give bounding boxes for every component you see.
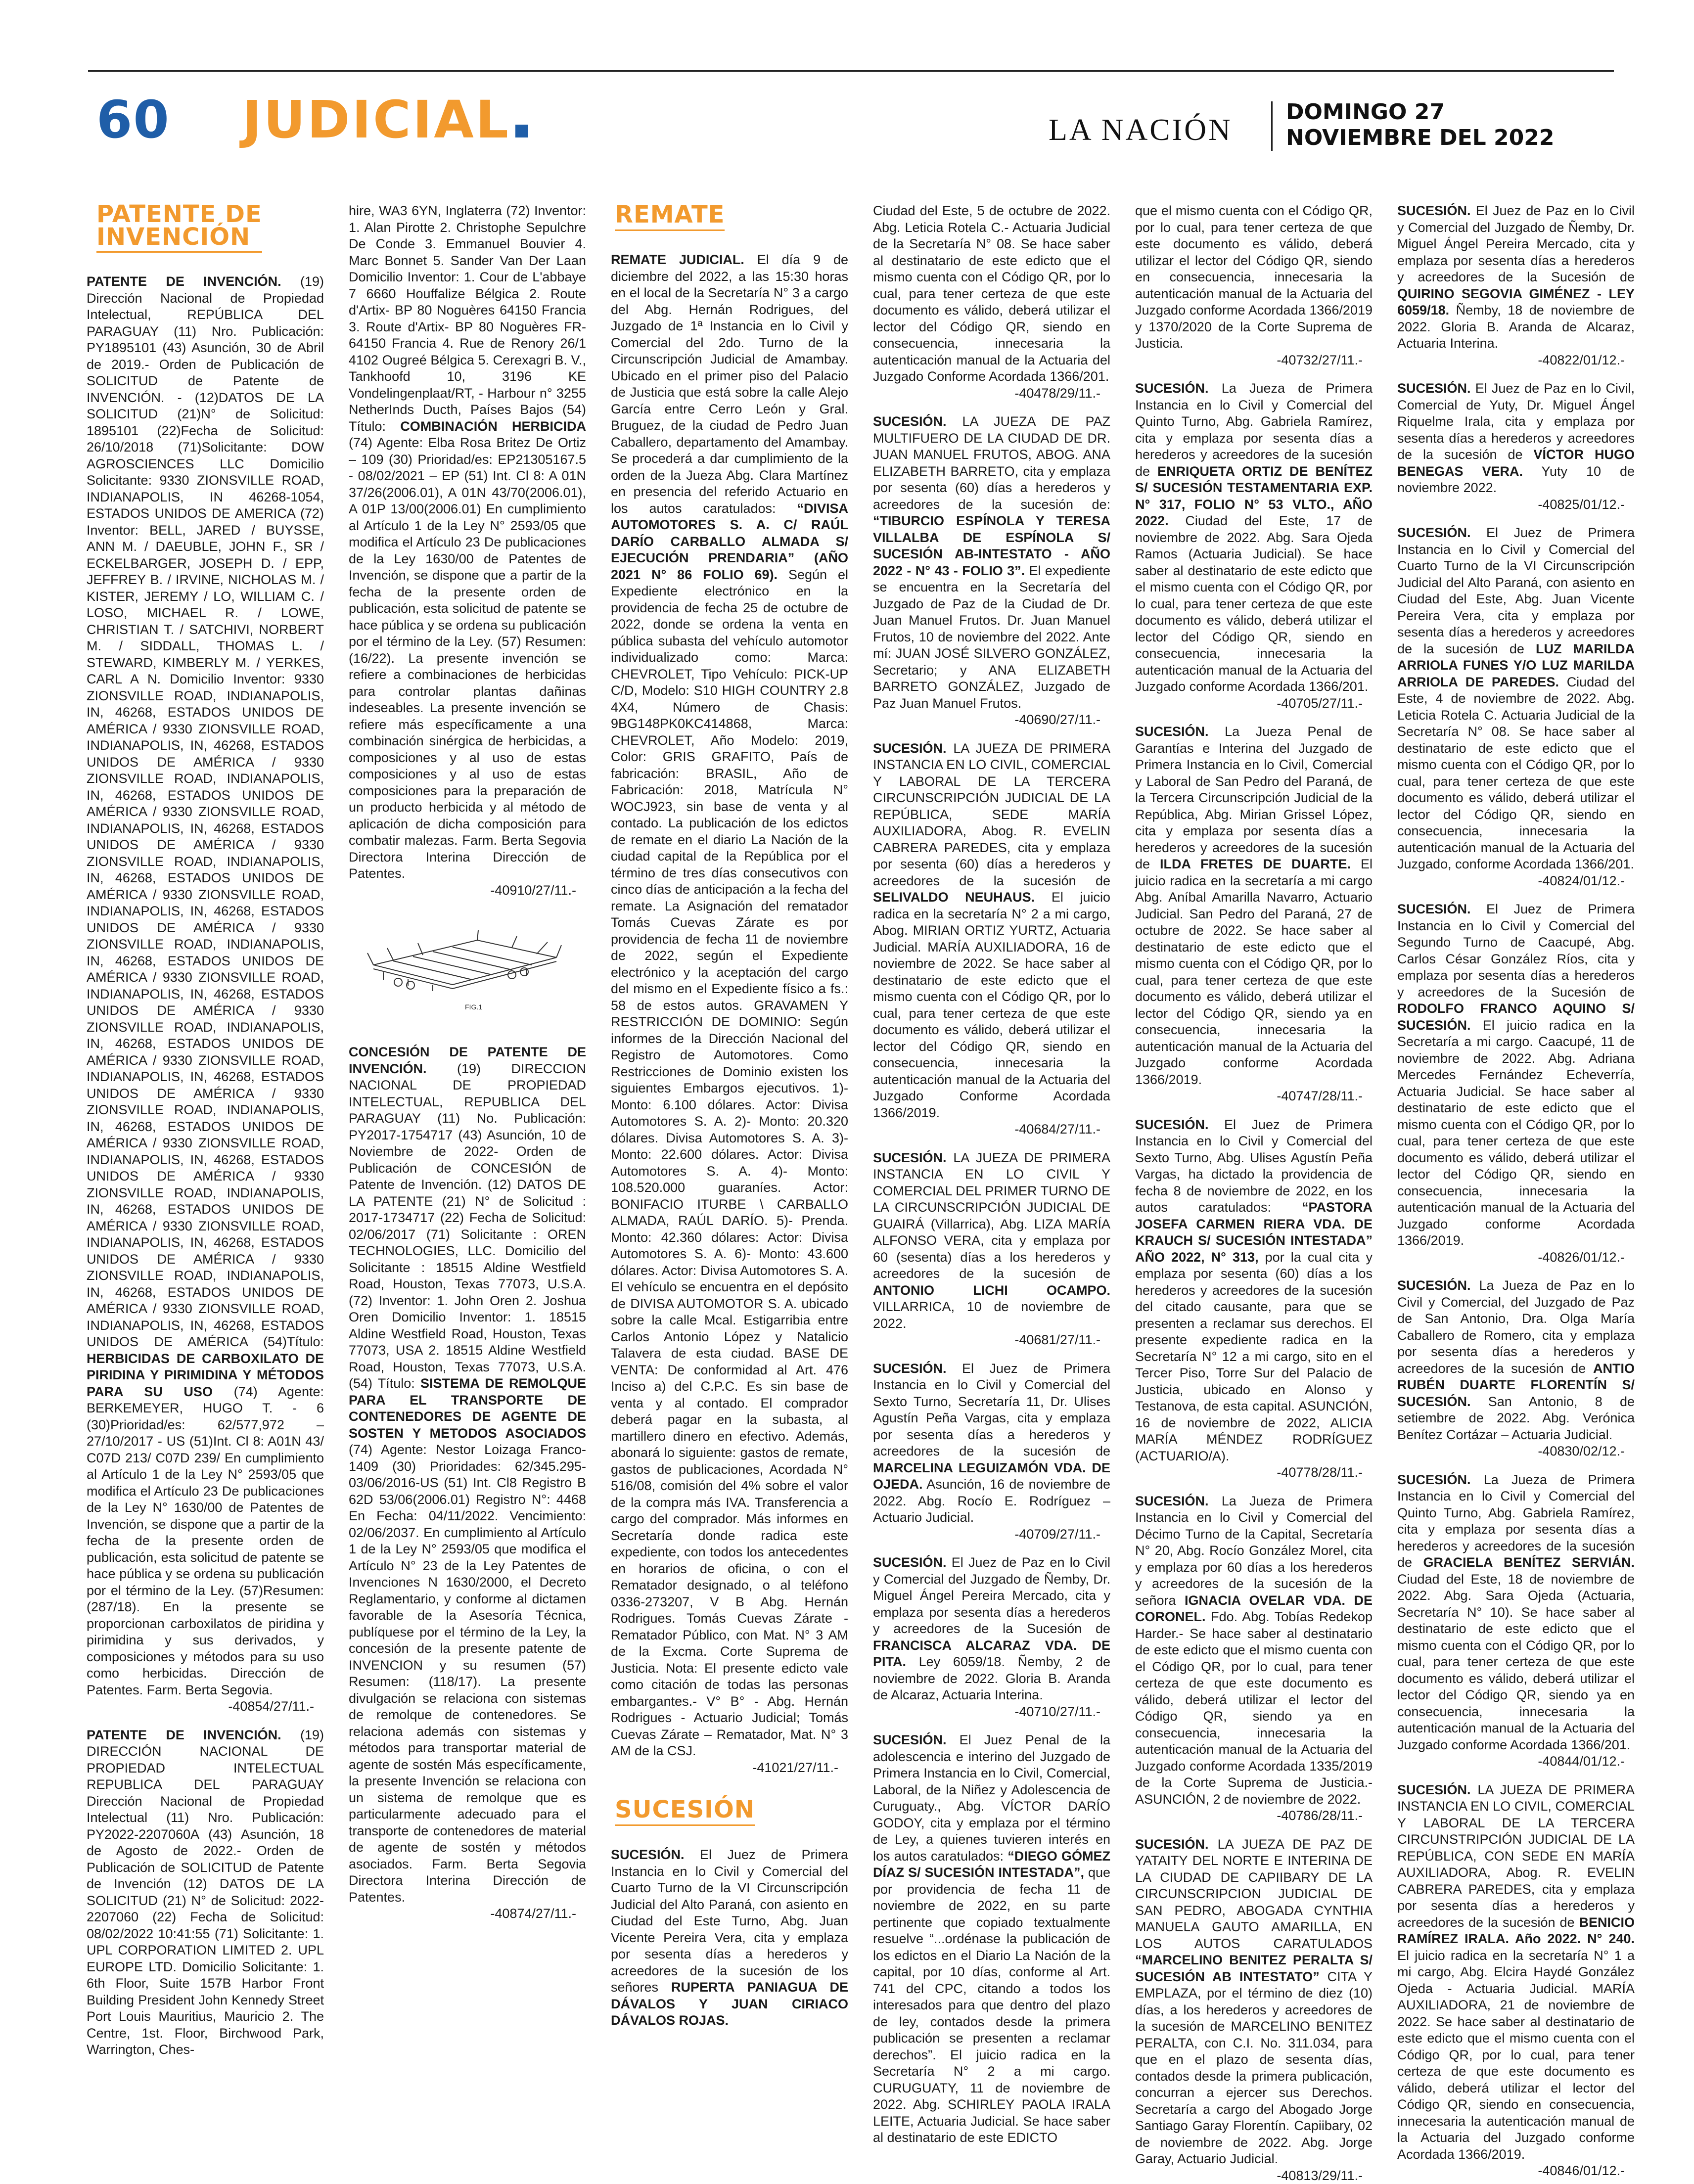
notice-bold: ANTIO RUBÉN DUARTE FLORENTÍN S/ SUCESIÓN. <box>1397 1361 1635 1409</box>
notice-sucesion <box>873 740 1110 1138</box>
notice-body: La Jueza de Primera Instancia en lo Civil y Comercial del Quinto Turno, Abg. Gabriela Ramírez, cita y emplaza por sesenta días a herederos y acreedores de la sucesión de <box>1135 381 1373 479</box>
notice-body-2: Ciudad del Este, 17 de noviembre de 2022. Abg. Sara Ojeda Ramos (Actuaria Judicial). Se hace saber al destinatario de este edicto que el mismo cuenta con el Código QR, por lo cual, para tener certeza de que este documento es válido, deberá utilizar el lector del Código QR, siendo en consecuencia, innecesaria la autenticación manual de la Actuaria del Juzgado conforme Acordada 1366/201. <box>1135 513 1373 694</box>
notice-remate <box>611 252 848 1776</box>
notice-ref: -40822/01/12.- <box>1397 352 1635 369</box>
notice-body: El Juez Penal de la adolescencia e interino del Juzgado de Primera Instancia en lo Civil, Comercial, Laboral, de la Niñez y Adolescencia de Curuguaty., Abg. VÍCTOR DARÍO GODOY, cita y emplaza por el término de Ley, a quienes tuvieren interés en los autos caratulados: <box>873 1732 1110 1864</box>
notice-body-2: Ciudad del Este, 4 de noviembre de 2022. Abg. Leticia Rotela C. Actuaria Judicial de la Secretaría N° 08. Se hace saber al destinatario de este edicto que el mismo cuenta con el Código QR, por lo cual, para tener certeza de que este documento es válido, deberá utilizar el lector del Código QR, siendo en consecuencia, innecesaria la autenticación manual de la Actuaria del Juzgado, conforme Acordada 1366/201. <box>1397 675 1635 872</box>
notice-bold: ANTONIO LICHI OCAMPO. <box>873 1283 1110 1298</box>
notice-ref: -40826/01/12.- <box>1397 1249 1635 1266</box>
notice-ref: -40690/27/11.- <box>873 712 1110 728</box>
notice-cont <box>873 203 1110 402</box>
notice-title: SUCESIÓN. <box>873 1555 947 1570</box>
notice-bold: COMBINACIÓN HERBICIDA <box>400 419 586 434</box>
notice-body: La Jueza Penal de Garantías e Interina del Juzgado de Primera Instancia en lo Civil, Comercial y Laboral de San Pedro del Paraná, de la Tercera Circunscripción Judicial de la República, Abg. Mirian Grissel López, cita y emplaza por sesenta días a herederos y acreedores de la sucesión de <box>1135 724 1373 871</box>
notice-body: El día 9 de diciembre del 2022, a las 15:30 horas en el local de la Secretaría N° 3 a cargo del Abg. Hernán Rodrigues, del Juzgado de 1ª Instancia en lo Civil y Comercial del 2do. Turno de la Circunscripción Judicial de Amambay. Ubicado en el primer piso del Palacio de Justicia que está sobre la calle Alejo García entre Cerro León y Gral. Bruguez, de la ciudad de Pedro Juan Caballero, departamento del Amambay. Se procederá a dar cumplimiento de la orden de la Jueza Abg. Clara Martínez en presencia del referido Actuario en los autos caratulados: <box>611 252 848 516</box>
notice-body-2: Yuty 10 de noviembre 2022. <box>1397 464 1635 496</box>
notice-title: SUCESIÓN. <box>1135 1494 1209 1508</box>
notice-bold: ILDA FRETES DE DUARTE. <box>1160 857 1351 871</box>
notice-sucesion <box>1135 724 1373 1105</box>
notice-title: PATENTE DE INVENCIÓN. <box>87 274 281 289</box>
notice-body: El Juez de Primera Instancia en lo Civil y Comercial del Segundo Turno de Caacupé, Abg. Carlos César González Ríos, cita y emplaza por sesenta días a herederos y acreedores de la Sucesión de <box>1397 902 1635 1000</box>
notice-body-2: (74) Agente: BERKEMEYER, HUGO T. - 6 (30)Prioridad/es: 62/577,972 – 27/10/2017 - US (51)Int. Cl 8: A01N 43/ C07D 213/ C07D 239/ En cumplimiento al Artículo 1 de la Ley N° 2593/05 que modifica el Artículo 23 De publicaciones de la Ley N° 1630/00 de Patentes de Invención, se dispone que a partir de la fecha de la presente orden de publicación, esta solicitud de patente se hace pública y se ordena su publicación por el término de la Ley. (57)Resumen: (287/18). En la presente se proporcionan carboxilatos de piridina y pirimidina y sus derivados, y composiciones y métodos para su uso como herbicidas. Dirección de Patentes. Farm. Berta Segovia. <box>87 1384 324 1697</box>
notice-ref: -40684/27/11.- <box>873 1121 1110 1138</box>
notice-bold: SISTEMA DE REMOLQUE PARA EL TRANSPORTE DE CONTENEDORES DE AGENTE DE SOSTEN Y METODOS ASOCIADOS <box>349 1376 586 1441</box>
notice-bold: QUIRINO SEGOVIA GIMÉNEZ - LEY 6059/18. <box>1397 286 1635 318</box>
date-line-2: NOVIEMBRE DEL 2022 <box>1286 127 1555 149</box>
notice-body: El Juez de Primera Instancia en lo Civil y Comercial del Cuarto Turno de la VI Circunscripción Judicial del Alto Paraná, con asiento en Ciudad del Este, Abg. Juan Vicente Pereira Vera, cita y emplaza por sesenta días a herederos y acreedores de la sucesión de <box>1397 525 1635 656</box>
section-heading-remate: REMATE <box>615 203 725 231</box>
column-6 <box>1397 203 1635 2146</box>
notice-title: SUCESIÓN. <box>873 741 947 756</box>
figure-label: FIG.1 <box>465 1003 482 1011</box>
notice-body: El Juez de Primera Instancia en lo Civil y Comercial del Sexto Turno, Secretaría 11, Dr. Ulises Agustín Peña Vargas, cita y emplaza por sesenta días a herederos y acreedores de la sucesión de <box>873 1361 1110 1459</box>
column-4 <box>873 203 1110 2146</box>
column-2 <box>349 203 586 2146</box>
notice-bold: FRANCISCA ALCARAZ VDA. DE PITA. <box>873 1638 1110 1670</box>
notice-body-2: VILLARRICA, 10 de noviembre de 2022. <box>873 1299 1110 1331</box>
notice-title: CONCESIÓN DE PATENTE DE INVENCIÓN. <box>349 1045 586 1076</box>
notice-body: La Jueza de Primera Instancia en lo Civil y Comercial del Décimo Turno de la Capital, Secretaría N° 20, Abg. Rocío González Morel, cita y emplaza por 60 días a los herederos y acreedores de la sucesión de la señora <box>1135 1494 1373 1608</box>
notice-title: SUCESIÓN. <box>873 1150 947 1165</box>
notice-body: El Juez de Paz en lo Civil y Comercial del Juzgado de Ñemby, Dr. Miguel Ángel Pereira Mercado, cita y emplaza por sesenta días a herederos y acreedores de la Sucesión de <box>1397 203 1635 284</box>
heading-line-1: PATENTE DE <box>96 200 262 228</box>
notice-ref: -40846/01/12.- <box>1397 2163 1635 2180</box>
notice-body: El Juez de Primera Instancia en lo Civil y Comercial del Cuarto Turno de la VI Circunscripción Judicial del Alto Paraná, con asiento en Ciudad del Este Turno, Abg. Juan Vicente Pereira Vera, cita y emplaza por sesenta días a herederos y acreedores de la sucesión de los señores <box>611 1847 848 1995</box>
notice-body-2: Según el Expediente electrónico en la providencia de fecha 25 de octubre de 2022, donde se ordena la venta en pública subasta del vehículo automotor individualizado como: Marca: CHEVROLET, Tipo Vehículo: PICK-UP C/D, Modelo: S10 HIGH COUNTRY 2.8 4X4, Número de Chasis: 9BG148PK0KC414868, Marca: CHEVROLET, Año Modelo: 2019, Color: GRIS GRAFITO, País de fabricación: BRASIL, Año de Fabricación: 2018, Matrícula N° WOCJ923, sin base de venta y al contado. La publicación de los edictos de remate en el diario La Nación de la ciudad capital de la República por el término de tres días consecutivos con cinco días de anticipación a la fecha del remate. La Asignación del rematador Tomás Cuevas Zárate es por providencia de fecha 11 de noviembre de 2022, según el Expediente electrónico y la aceptación del cargo del mismo en el Expediente físico a fs.: 58 de estos autos. GRAVAMEN Y RESTRICCIÓN DE DOMINIO: Según informes de la Dirección Nacional del Registro de Automotores. Como Restricciones de Dominio existen los siguientes Embargos ejecutivos. 1)- Monto: 6.100 dólares. Actor: Divisa Automotores S. A. 2)- Monto: 20.320 dólares. Divisa Automotores S. A. 3)- Monto: 22.600 dólares. Actor: Divisa Automotores S. A. 4)- Monto: 108.520.000 guaraníes. Actor: BONIFACIO ITURBE \ CARBALLO ALMADA, RAÚL DARÍO. 5)- Prenda. Monto: 42.360 dólares: Actor: Divisa Automotores S. A. 6)- Monto: 43.600 dólares. Actor: Divisa Automotores S. A. El vehículo se encuentra en el depósito de DIVISA AUTOMOTOR S. A. ubicado sobre la calle Mcal. Estigarribia entre Carlos Antonio López y Natalicio Talavera de esta ciudad. BASE DE VENTA: De conformidad al Art. 476 Inciso a) del C.P.C. Es sin base de venta y al contado. El comprador deberá pagar en la subasta, al martillero dinero en efectivo. Además, abonará lo siguiente: gastos de remate, gastos de publicaciones, Acordada N° 516/08, comisión del 4% sobre el valor de la compra más IVA. Transferencia a cargo del comprador. Más informes en Secretaría donde radica este expediente, con todos los antecedentes en horarios de oficina, o con el Rematador designado, o al teléfono 0336-273207, V B Abg. Hernán Rodrigues. Tomás Cuevas Zárate - Rematador Público, con Mat. N° 3 AM de la Excma. Corte Suprema de Justicia. Nota: El presente edicto vale como citación de todas las personas embargantes.- V° B° - Abg. Hernán Rodrigues - Actuario Judicial; Tomás Cuevas Zárate – Rematador, Mat. N° 3 AM de la CSJ. <box>611 567 848 1759</box>
page-number: 60 <box>96 94 170 145</box>
notice-body: (19) Dirección Nacional de Propiedad Intelectual, REPÚBLICA DEL PARAGUAY (11) Nro. Publicación: PY1895101 (43) Asunción, 30 de Abril de 2019.- Orden de Publicación de SOLICITUD de Patente de INVENCIÓN. - (12)DATOS DE LA SOLICITUD (21)N° de Solicitud: 1895101 (22)Fecha de Solicitud: 26/10/2018 (71)Solicitante: DOW AGROSCIENCES LLC Domicilio Solicitante: 9330 ZIONSVILLE ROAD, INDIANAPOLIS, IN 46268-1054, ESTADOS UNIDOS DE AMERICA (72) Inventor: BELL, JARED / BUYSSE, ANN M. / DAEUBLE, JOHN F., SR / ECKELBARGER, JOSEPH D. / EPP, JEFFREY B. / IRVINE, NICHOLAS M. / KISTER, JEREMY / LO, WILLIAM C. / LOSO, MICHAEL R. / LOWE, CHRISTIAN T. / SATCHIVI, NORBERT M. / SIDDALL, THOMAS L. / STEWARD, KIMBERLY M. / YERKES, CARL A N. Domicilio Inventor: 9330 ZIONSVILLE ROAD, INDIANAPOLIS, IN, 46268, ESTADOS UNIDOS DE AMÉRICA / 9330 ZIONSVILLE ROAD, INDIANAPOLIS, IN, 46268, ESTADOS UNIDOS DE AMÉRICA / 9330 ZIONSVILLE ROAD, INDIANAPOLIS, IN, 46268, ESTADOS UNIDOS DE AMÉRICA / 9330 ZIONSVILLE ROAD, INDIANAPOLIS, IN, 46268, ESTADOS UNIDOS DE AMÉRICA / 9330 ZIONSVILLE ROAD, INDIANAPOLIS, IN, 46268, ESTADOS UNIDOS DE AMÉRICA / 9330 ZIONSVILLE ROAD, INDIANAPOLIS, IN, 46268, ESTADOS UNIDOS DE AMÉRICA / 9330 ZIONSVILLE ROAD, INDIANAPOLIS, IN, 46268, ESTADOS UNIDOS DE AMÉRICA / 9330 ZIONSVILLE ROAD, INDIANAPOLIS, IN, 46268, ESTADOS UNIDOS DE AMÉRICA / 9330 ZIONSVILLE ROAD, INDIANAPOLIS, IN, 46268, ESTADOS UNIDOS DE AMÉRICA / 9330 ZIONSVILLE ROAD, INDIANAPOLIS, IN, 46268, ESTADOS UNIDOS DE AMÉRICA / 9330 ZIONSVILLE ROAD, INDIANAPOLIS, IN, 46268, ESTADOS UNIDOS DE AMÉRICA / 9330 ZIONSVILLE ROAD, INDIANAPOLIS, IN, 46268, ESTADOS UNIDOS DE AMÉRICA / 9330 ZIONSVILLE ROAD, INDIANAPOLIS, IN, 46268, ESTADOS UNIDOS DE AMÉRICA / 9330 ZIONSVILLE ROAD, INDIANAPOLIS, IN, 46268, ESTADOS UNIDOS DE AMÉRICA / 9330 ZIONSVILLE ROAD, INDIANAPOLIS, IN, 46268, ESTADOS UNIDOS DE AMÉRICA / 9330 ZIONSVILLE ROAD, INDIANAPOLIS, IN, 46268, ESTADOS UNIDOS DE AMÉRICA (54)Título: <box>87 274 324 1349</box>
notice-ref: -40874/27/11.- <box>349 1906 586 1922</box>
notice-ref: -40710/27/11.- <box>873 1704 1110 1721</box>
notice-ref: -40681/27/11.- <box>873 1332 1110 1349</box>
notice-body-2: El juicio radica en la secretaría N° 1 a mi cargo, Abg. Elcira Haydé González Ojeda - Actuaria Judicial. MARÍA AUXILIADORA, 21 de noviembre de 2022. Se hace saber al destinatario de este edicto que el mismo cuenta con el Código QR, por lo cual, para tener certeza de que este documento es válido, deberá utilizar el lector del Código QR, siendo en consecuencia, innecesaria la autenticación manual de la Actuaria del Juzgado conforme Acordada 1366/2019. <box>1397 1948 1635 2162</box>
notice-ref: -40854/27/11.- <box>87 1698 324 1715</box>
notice-sucesion <box>1397 203 1635 368</box>
notice-body: (19) DIRECCION NACIONAL DE PROPIEDAD INTELECTUAL, REPUBLICA DEL PARAGUAY (11) No. Publicación: PY2017-1754717 (43) Asunción, 10 de Noviembre de 2022- Orden de Publicación de CONCESIÓN de Patente de Invención. (12) DATOS DE LA PATENTE (21) N° de Solicitud : 2017-1734717 (22) Fecha de Solicitud: 02/06/2017 (71) Solicitante : OREN TECHNOLOGIES, LLC. Domicilio del Solicitante : 18515 Aldine Westfield Road, Houston, Texas 77073, U.S.A. (72) Inventor: 1. John Oren 2. Joshua Oren Domicilio Inventor: 1. 18515 Aldine Westfield Road, Houston, Texas 77073, USA 2. 18515 Aldine Westfield Road, Houston, Texas 77073, U.S.A. (54) Título: <box>349 1061 586 1391</box>
notice-sucesion <box>1397 380 1635 513</box>
notice-ref: -40778/28/11.- <box>1135 1464 1373 1481</box>
notice-ref: -40478/29/11.- <box>873 385 1110 402</box>
notice-bold: BENICIO RAMÍREZ IRALA. Año 2022. N° 240. <box>1397 1915 1635 1947</box>
notice-body: Ciudad del Este, 5 de octubre de 2022. Abg. Leticia Rotela C.- Actuaria Judicial de la Secretaría N° 08. Se hace saber al destinatario de este edicto que el mismo cuenta con el Código QR, por lo cual, para tener certeza de que este documento es válido, deberá utilizar el lector del Código QR, siendo en consecuencia, innecesaria la autenticación manual de la Actuaria del Juzgado Conforme Acordada 1366/201. <box>873 203 1110 384</box>
notice-bold: VÍCTOR HUGO BENEGAS VERA. <box>1397 447 1635 479</box>
notice-ref: -40786/28/11.- <box>1135 1808 1373 1824</box>
notice-sucesion <box>873 1554 1110 1720</box>
notice-sucesion <box>1397 1782 1635 2180</box>
notice-body: LA JUEZA DE PRIMERA INSTANCIA EN LO CIVIL Y COMERCIAL DEL PRIMER TURNO DE LA CIRCUNSCRIPCIÓN JUDICIAL DE GUAIRÁ (Villarrica), Abg. LIZA MARÍA ALFONSO VERA, cita y emplaza por 60 (sesenta) días a los herederos y acreedores de la sucesión de <box>873 1150 1110 1281</box>
notice-body: La Jueza de Paz en lo Civil y Comercial, del Juzgado de Paz de San Antonio, Dra. Olga María Caballero de Romero, cita y emplaza por sesenta días a herederos y acreedores de la sucesión de <box>1397 1278 1635 1376</box>
notice-title: SUCESIÓN. <box>1397 1472 1471 1487</box>
notice-body: La Jueza de Primera Instancia en lo Civil y Comercial del Quinto Turno, Abg. Gabriela Ramírez, cita y emplaza por sesenta días a herederos y acreedores de la sucesión de <box>1397 1472 1635 1570</box>
notice-body: que el mismo cuenta con el Código QR, por lo cual, para tener certeza de que este documento es válido, deberá utilizar el lector del Código QR, siendo en consecuencia, innecesaria la autenticación manual de la Actuaria del Juzgado conforme Acordada 1366/2019 y 1370/2020 de la Corte Suprema de Justicia. <box>1135 203 1373 351</box>
notice-title: SUCESIÓN. <box>1135 381 1209 396</box>
notice-bold: GRACIELA BENÍTEZ SERVIÁN. <box>1423 1555 1635 1570</box>
notice-bold: “TIBURCIO ESPÍNOLA Y TERESA VILLALBA DE ESPÍNOLA S/ SUCESIÓN AB-INTESTATO - AÑO 2022 - N° 43 - FOLIO 3”. <box>873 513 1110 578</box>
notice-patente-2 <box>87 1727 324 2058</box>
notice-title: SUCESIÓN. <box>873 1361 947 1376</box>
notice-title: SUCESIÓN. <box>1135 724 1209 739</box>
notice-bold: “DIVISA AUTOMOTORES S. A. C/ RAÚL DARÍO CARBALLO ALMADA S/ EJECUCIÓN PRENDARIA” (AÑO 2021 N° 86 FOLIO 69). <box>611 501 848 582</box>
notice-body: (19) DIRECCIÓN NACIONAL DE PROPIEDAD INTELECTUAL REPUBLICA DEL PARAGUAY Dirección Nacional de Propiedad Intelectual (11) Nro. Publicación: PY2022-2207060A (43) Asunción, 18 de Agosto de 2022.- Orden de Publicación de SOLICITUD de Patente de Invención (12) DATOS DE LA SOLICITUD (21) N° de Solicitud: 2022-2207060 (22) Fecha de Solicitud: 08/02/2022 10:41:55 (71) Solicitante: 1. UPL CORPORATION LIMITED 2. UPL EUROPE LTD. Domicilio Solicitante: 1. 6th Floor, Suite 157B Harbor Front Building President John Kennedy Street Port Louis Mauritius, Mauricio 2. The Centre, 1st. Floor, Birchwood Park, Warrington, Ches- <box>87 1728 324 2057</box>
notice-title: SUCESIÓN. <box>1135 1837 1209 1852</box>
notice-title: REMATE JUDICIAL. <box>611 252 744 267</box>
notice-body-2: Ñemby, 18 de noviembre de 2022. Gloria B. Aranda de Alcaraz, Actuaria Interina. <box>1397 303 1635 351</box>
notice-sucesion <box>1135 380 1373 712</box>
notice-title: SUCESIÓN. <box>1135 1117 1209 1132</box>
notice-bold: RODOLFO FRANCO AQUINO S/ SUCESIÓN. <box>1397 1001 1635 1033</box>
notice-body: El Juez de Primera Instancia en lo Civil y Comercial del Sexto Turno, Abg. Ulises Agustín Peña Vargas, ha dictado la providencia de fecha 8 de noviembre de 2022, en los autos caratulados: <box>1135 1117 1373 1215</box>
notice-sucesion <box>1397 901 1635 1266</box>
notice-bold: “PASTORA JOSEFA CARMEN RIERA VDA. DE KRAUCH S/ SUCESIÓN INTESTADA” AÑO 2022, N° 313, <box>1135 1200 1373 1265</box>
notice-body: El Juez de Paz en lo Civil y Comercial del Juzgado de Ñemby, Dr. Miguel Ángel Pereira Mercado, cita y emplaza por sesenta días a herederos y acreedores de la Sucesión de <box>873 1555 1110 1636</box>
notice-ref: -40813/29/11.- <box>1135 2168 1373 2184</box>
notice-body-2: por la cual cita y emplaza por sesenta (60) días a los herederos y acreedores de la sucesión del citado causante, para que se presenten a reclamar sus derechos. El presente expediente radica en la Secretaría N° 12 a mi cargo, sito en el Tercer Piso, Torre Sur del Palacio de Justicia, ubicado en Alonso y Testanova, de esta capital. ASUNCIÓN, 16 de noviembre de 2022, ALICIA MARÍA MÉNDEZ RODRÍGUEZ (ACTUARIO/A). <box>1135 1250 1373 1463</box>
notice-sucesion <box>1135 1117 1373 1481</box>
notice-ref: -41021/27/11.- <box>611 1760 848 1776</box>
notice-ref: -40732/27/11.- <box>1135 352 1373 369</box>
notice-body-2: Asunción, 16 de noviembre de 2022. Abg. Rocío E. Rodríguez – Actuario Judicial. <box>873 1477 1110 1525</box>
notice-ref: -40825/01/12.- <box>1397 497 1635 513</box>
column-5 <box>1135 203 1373 2146</box>
notice-ref: -40844/01/12.- <box>1397 1753 1635 1770</box>
section-title-text: JUDICIAL <box>242 90 510 150</box>
notice-body-2: CITA Y EMPLAZA, por el término de diez (10) días, a los herederos y acreedores de la sucesión de MARCELINO BENITEZ PERALTA, con C.I. No. 311.034, para que en el plazo de sesenta días, contados desde la primera publicación, concurran a ejercer sus Derechos. Secretaría a cargo del Abogado Jorge Santiago Garay Florentín. Capiibary, 02 de noviembre de 2022. Abg. Jorge Garay, Actuario Judicial. <box>1135 1969 1373 2167</box>
notice-body-2: El juicio radica en la secretaría N° 2 a mi cargo, Abog. MIRIAN ORTIZ YURTZ, Actuaria Judicial. MARÍA AUXILIADORA, 16 de noviembre de 2022. Se hace saber al destinatario de este edicto que el mismo cuenta con el Código QR, por lo cual, para tener certeza de que este documento es válido, deberá utilizar el lector del Código QR, siendo en consecuencia, innecesaria la autenticación manual de la Actuaria del Juzgado Conforme Acordada 1366/2019. <box>873 890 1110 1120</box>
notice-sucesion <box>873 1150 1110 1349</box>
notice-title: SUCESIÓN. <box>1397 381 1471 396</box>
notice-bold: LUZ MARILDA ARRIOLA FUNES Y/O LUZ MARILDA ARRIOLA DE PAREDES. <box>1397 641 1635 689</box>
notice-title: SUCESIÓN. <box>1397 1782 1471 1797</box>
notice-bold: “DIEGO GÓMEZ DÍAZ S/ SUCESIÓN INTESTADA”, <box>873 1849 1110 1880</box>
section-heading-sucesion: SUCESIÓN <box>615 1798 755 1826</box>
notice-body: LA JUEZA DE PRIMERA INSTANCIA EN LO CIVIL, COMERCIAL Y LABORAL DE LA TERCERA CIRCUNSCRIPCIÓN JUDICIAL DE LA REPÚBLICA, SEDE MARÍA AUXILIADORA, Abog. R. EVELIN CABRERA PAREDES, cita y emplaza por sesenta (60) días a herederos y acreedores de la sucesión de <box>873 741 1110 888</box>
notice-ref: -40830/02/12.- <box>1397 1443 1635 1460</box>
notice-bold: ENRIQUETA ORTIZ DE BENÍTEZ S/ SUCESIÓN TESTAMENTARIA EXP. N° 317, FOLIO N° 53 VLTO., AÑO 2022. <box>1135 464 1373 529</box>
notice-body: LA JUEZA DE PAZ DE YATAITY DEL NORTE E INTERINA DE LA CIUDAD DE CAPIIBARY DE LA CIRCUNSCRIPCION JUDICIAL DE SAN PEDRO, ABOGADA CYNTHIA MANUELA GAUTO AMARILLA, EN LOS AUTOS CARATULADOS <box>1135 1837 1373 1951</box>
notice-body-2: San Antonio, 8 de setiembre de 2022. Abg. Verónica Benítez Cortázar – Actuaria Judicial. <box>1397 1394 1635 1442</box>
notice-bold: “MARCELINO BENITEZ PERALTA S/ SUCESIÓN AB INTESTATO” <box>1135 1953 1373 1984</box>
notice-ref: -40705/27/11.- <box>1135 695 1373 712</box>
notice-body-2: (74) Agente: Nestor Loizaga Franco-1409 (30) Prioridades: 62/345.295-03/06/2016-US (51) Int. Cl8 Registro B 62D 53/06(2006.01) Registro N°: 4468 En Fecha: 04/11/2022. Vencimiento: 02/06/2037. En cumplimiento al Artículo 1 de la Ley N° 2593/05 que modifica el Artículo N° 23 de la Ley Patentes de Invenciones N 1630/2000, el Decreto Reglamentario, y conforme al dictamen favorable de la Asesoría Técnica, publíquese por el término de la Ley, la concesión de la presente patente de INVENCION y su resumen (57) Resumen: (118/17). La presente divulgación se relaciona con sistemas de remolque de contenedores. Se relaciona además con sistemas y métodos para transportar material de agente de sostén Más específicamente, la presente Invención se relaciona con un sistema de remolque que es particularmente adecuado para el transporte de contenedores de material de agente de sostén y métodos asociados. Farm. Berta Segovia Directora Interina Dirección de Patentes. <box>349 1442 586 1905</box>
notice-sucesion <box>1397 525 1635 889</box>
notice-sucesion <box>611 1847 848 2029</box>
notice-body: LA JUEZA DE PRIMERA INSTANCIA EN LO CIVIL, COMERCIAL Y LABORAL DE LA TERCERA CIRCUNSTRIPCIÓN JUDICIAL DE LA REPÚBLICA, CON SEDE EN MARÍA AUXILIADORA, Abog. R. EVELIN CABRERA PAREDES, cita y emplaza por sesenta días a herederos y acreedores de la sucesión de <box>1397 1782 1635 1930</box>
notice-body-2: El juicio radica en la secretaría a mi cargo Abg. Aníbal Amarilla Navarro, Actuario Judicial. San Pedro del Paraná, 27 de octubre de 2022. Se hace saber al destinatario de este edicto que el mismo cuenta con el Código QR, por lo cual, para tener certeza de que este documento es válido, deberá utilizar el lector del Código QR, siendo ya en consecuencia, innecesaria la autenticación manual de la Actuaria del Juzgado conforme Acordada 1366/2019. <box>1135 857 1373 1087</box>
notice-bold: RUPERTA PANIAGUA DE DÁVALOS Y JUAN CIRIACO DÁVALOS ROJAS. <box>611 1980 848 2028</box>
notice-title: PATENTE DE INVENCIÓN. <box>87 1728 281 1742</box>
notice-body: LA JUEZA DE PAZ MULTIFUERO DE LA CIUDAD DE DR. JUAN MANUEL FRUTOS, ABOG. ANA ELIZABETH BARRETO, cita y emplaza por sesenta (60) días a herederos y acreedores de la sucesión de: <box>873 414 1110 512</box>
notice-bold: SELIVALDO NEUHAUS. <box>873 890 1035 905</box>
notice-bold: HERBICIDAS DE CARBOXILATO DE PIRIDINA Y PIRIMIDINA Y MÉTODOS PARA SU USO <box>87 1351 324 1399</box>
notice-cont <box>1135 203 1373 368</box>
notice-body: El Juez de Paz en lo Civil, Comercial de Yuty, Dr. Miguel Ángel Riquelme Irala, cita y emplaza por sesenta días a herederos y acreedores de la sucesión de <box>1397 381 1635 462</box>
patent-drawing <box>364 910 566 1014</box>
notice-title: SUCESIÓN. <box>873 1732 947 1747</box>
notice-body-2: Ciudad del Este, 18 de noviembre de 2022. Abg. Sara Ojeda (Actuaria, Secretaría N° 10). Se hace saber al destinatario de este edicto que el mismo cuenta con el Código QR, por lo cual, para tener certeza de que este documento es válido, deberá utilizar el lector del Código QR, siendo ya en consecuencia, innecesaria la autenticación manual de la Actuaria del Juzgado conforme Acordada 1366/201. <box>1397 1572 1635 1752</box>
notice-patente-1-cont <box>349 203 586 899</box>
notice-body-2: Ley 6059/18. Ñemby, 2 de noviembre de 2022. Gloria B. Aranda de Alcaraz, Actuaria Interina. <box>873 1654 1110 1702</box>
notice-patente-1 <box>87 273 324 1715</box>
notice-bold: IGNACIA OVELAR VDA. DE CORONEL. <box>1135 1593 1373 1625</box>
top-rule <box>88 70 1614 72</box>
notice-body-2: El expediente se encuentra en la Secretaría del Juzgado de Paz de la Ciudad de Dr. Juan Manuel Frutos. Dr. Juan Manuel Frutos, 10 de noviembre del 2022. Ante mí: JUAN JOSÉ SILVERO GONZÁLEZ, Secretario; y ANA ELIZABETH BARRETO GONZÁLEZ, Juzgado de Paz Juan Manuel Frutos. <box>873 563 1110 711</box>
masthead-separator <box>1271 101 1273 151</box>
notice-concesion <box>349 1044 586 1922</box>
notice-bold: MARCELINA LEGUIZAMÓN VDA. DE OJEDA. <box>873 1460 1110 1492</box>
notice-ref: -40747/28/11.- <box>1135 1088 1373 1105</box>
newspaper-logo: LA NACIÓN <box>1049 115 1233 145</box>
notice-title: SUCESIÓN. <box>873 414 947 429</box>
section-dot <box>515 125 528 137</box>
column-1 <box>87 203 324 2146</box>
notice-sucesion <box>1135 1836 1373 2184</box>
notice-body: hire, WA3 6YN, Inglaterra (72) Inventor: 1. Alan Pirotte 2. Christophe Sepulchre De Conde 3. Emmanuel Bouvier 4. Marc Bonnet 5. Sander Van Der Laan Domicilio Inventor: 1. Cour de L'abbaye 7 6660 Houffalize Bélgica 2. Route d'Artix- BP 80 Noguères 64150 Francia 3. Route d'Artix- BP 80 Noguères FR-64150 Francia 4. Rue de Renory 26/1 4102 Ougreé Bélgica 5. Cerexagri B. V., Tankhoofd 10, 3196 KE Vondelingenplaat/RT, - Harbour n° 3255 NetherInds Ducth, Países Bajos (54) Título: <box>349 203 586 434</box>
notice-title: SUCESIÓN. <box>1397 525 1471 540</box>
notice-title: SUCESIÓN. <box>1397 902 1471 916</box>
notice-ref: -40824/01/12.- <box>1397 873 1635 890</box>
notice-body-2: El juicio radica en la Secretaría a mi cargo. Caacupé, 11 de noviembre de 2022. Abg. Adriana Mercedes Fernández Echeverría, Actuaria Judicial. Se hace saber al destinatario de este edicto que el mismo cuenta con el Código QR, por lo cual, para tener certeza de que este documento es válido, deberá utilizar el lector del Código QR, siendo en consecuencia, innecesaria la autenticación manual de la Actuaria del Juzgado conforme Acordada 1366/2019. <box>1397 1018 1635 1248</box>
heading-line-2: INVENCIÓN <box>96 223 250 251</box>
notice-title: SUCESIÓN. <box>611 1847 685 1862</box>
notice-body-2: que por providencia de fecha 11 de noviembre de 2022, en su parte pertinente que copiado textualmente resuelve “...ordénase la publicación de los edictos en el Diario La Nación de la capital, por 10 días, conforme al Art. 741 del CPC, citando a todos los interesados para que dentro del plazo de ley, contados desde la primera publicación se presenten a reclamar derechos”. El juicio radica en la Secretaría N° 2 a mi cargo. CURUGUATY, 11 de noviembre de 2022. Abg. SCHIRLEY PAOLA IRALA LEITE, Actuaria Judicial. Se hace saber al destinatario de este EDICTO <box>873 1865 1110 2145</box>
section-heading-patente <box>96 203 262 253</box>
notice-sucesion <box>1397 1472 1635 1770</box>
notice-sucesion <box>873 413 1110 728</box>
notice-title: SUCESIÓN. <box>1397 1278 1471 1293</box>
notice-sucesion <box>873 1732 1110 2146</box>
notice-body-2: Fdo. Abg. Tobías Redekop Harder.- Se hace saber al destinatario de este edicto que el mismo cuenta con el Código QR, por lo cual, para tener certeza de que este documento es válido, deberá utilizar el lector del Código QR, siendo ya en consecuencia, innecesaria la autenticación manual de la Actuaria del Juzgado conforme Acordada 1335/2019 de la Corte Suprema de Justicia.- ASUNCIÓN, 2 de noviembre de 2022. <box>1135 1609 1373 1807</box>
notice-sucesion <box>1135 1493 1373 1824</box>
section-title <box>242 94 528 145</box>
date-line-1: DOMINGO 27 <box>1286 101 1445 123</box>
notice-body-2: (74) Agente: Elba Rosa Britez De Ortiz – 109 (30) Prioridad/es: EP21305167.5 - 08/02/2021 – EP (51) Int. Cl 8: A 01N 37/26(2006.01), A 01N 43/70(2006.01), A 01P 13/00(2006.01) En cumplimiento al Artículo 1 de la Ley N° 2593/05 que modifica el Artículo 23 De publicaciones de la Ley 1630/00 de Patentes de Invención, se dispone que a partir de la fecha de la presente orden de publicación, esta solicitud de patente se hace pública y se ordena su publicación por el término de la Ley. (57) Resumen: (16/22). La presente invención se refiere a combinaciones de herbicidas para controlar plantas dañinas indeseables. La presente invención se refiere más específicamente a una combinación sinérgica de herbicidas, a composiciones y al uso de estas composiciones y al uso de estas composiciones para la preparación de un producto herbicida y al método de aplicación de dicha composición para combatir malezas. Farm. Berta Segovia Directora Interina Dirección de Patentes. <box>349 435 586 881</box>
notice-title: SUCESIÓN. <box>1397 203 1471 218</box>
notice-ref: -40709/27/11.- <box>873 1526 1110 1543</box>
notice-ref: -40910/27/11.- <box>349 882 586 899</box>
notice-sucesion <box>873 1361 1110 1543</box>
notice-sucesion <box>1397 1277 1635 1460</box>
column-3 <box>611 203 848 2146</box>
